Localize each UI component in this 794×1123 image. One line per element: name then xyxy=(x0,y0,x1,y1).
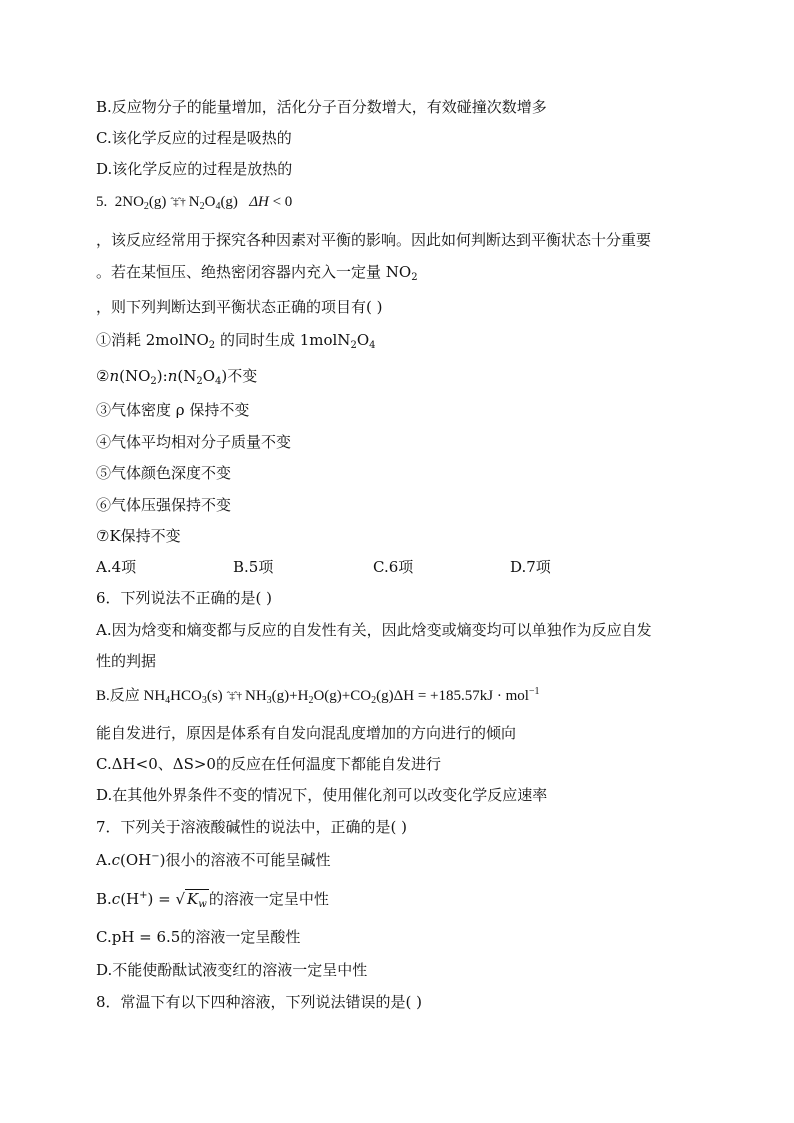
q7-stem: 7．下列关于溶液酸碱性的说法中，正确的是( ) xyxy=(96,818,408,836)
q5-stem-line3: 。若在某恒压、绝热密闭容器内充入一定量 $NO_2$ xyxy=(96,263,418,283)
q5-item-3: ③气体密度 ρ 保持不变 xyxy=(96,401,250,419)
q6-option-b: B.反应 $NH_4HCO_3(s)$ ˆ‡ˆ† $NH_3(g)+H_2O(g)+CO_2(g)\Delta H = +185.57kJ \cdot mol^{-1}$ xyxy=(96,686,540,706)
q5-reaction: 5. $2NO_2(g)$ ˆ‡ˆ† $N_2O_4(g)$ ΔH < 0 xyxy=(96,194,293,212)
q5-stem-line4: ，则下列判断达到平衡状态正确的项目有( ) xyxy=(96,298,383,316)
q5-option-b: B.5项 xyxy=(233,558,274,576)
q5-item-5: ⑤气体颜色深度不变 xyxy=(96,464,232,482)
q6-option-d: D.在其他外界条件不变的情况下，使用催化剂可以改变化学反应速率 xyxy=(96,786,548,804)
sqrt-kw: $K_w$ xyxy=(187,890,207,910)
q4-option-b: B.反应物分子的能量增加，活化分子百分数增大，有效碰撞次数增多 xyxy=(96,98,547,116)
q5-item-6: ⑥气体压强保持不变 xyxy=(96,496,232,514)
q6-option-b-line2: 能自发进行，原因是体系有自发向混乱度增加的方向进行的倾向 xyxy=(96,724,517,742)
q4-option-d: D.该化学反应的过程是放热的 xyxy=(96,160,293,178)
q7-option-d: D.不能使酚酞试液变红的溶液一定呈中性 xyxy=(96,961,368,979)
q5-option-a: A.4项 xyxy=(96,558,137,576)
q7-option-b: B.c(H+) = √ $K_w$ 的溶液一定呈中性 xyxy=(96,890,329,910)
q4-option-c: C.该化学反应的过程是吸热的 xyxy=(96,129,292,147)
q6-option-c: C.ΔH<0、ΔS>0的反应在任何温度下都能自发进行 xyxy=(96,755,441,773)
reversible-arrow-icon: ˆ‡ˆ† xyxy=(170,196,185,208)
q5-item-4: ④气体平均相对分子质量不变 xyxy=(96,433,292,451)
q8-stem: 8．常温下有以下四种溶液，下列说法错误的是( ) xyxy=(96,993,423,1011)
q5-stem-line2: ，该反应经常用于探究各种因素对平衡的影响。因此如何判断达到平衡状态十分重要 xyxy=(96,231,652,249)
q5-item-7: ⑦K保持不变 xyxy=(96,527,181,545)
q6-option-a-line2: 性的判据 xyxy=(96,652,157,670)
q5-option-d: D.7项 xyxy=(510,558,551,576)
q6-option-a-line1: A.因为焓变和熵变都与反应的自发性有关，因此焓变或熵变均可以单独作为反应自发 xyxy=(96,621,652,639)
q5-option-c: C.6项 xyxy=(373,558,414,576)
q7-option-c: C.pH = 6.5的溶液一定呈酸性 xyxy=(96,928,301,946)
q5-item-2: $②n(NO_2):n(N_2O_4)$不变 xyxy=(96,367,258,387)
q7-option-a: A.c(OH−)很小的溶液不可能呈碱性 xyxy=(96,851,331,869)
reversible-arrow-icon: ˆ‡ˆ† xyxy=(226,690,241,702)
q5-item-1: ①消耗 2molNO$_2$ 的同时生成 $1molN_2O_4$ xyxy=(96,331,376,351)
q6-stem: 6．下列说法不正确的是( ) xyxy=(96,589,273,607)
